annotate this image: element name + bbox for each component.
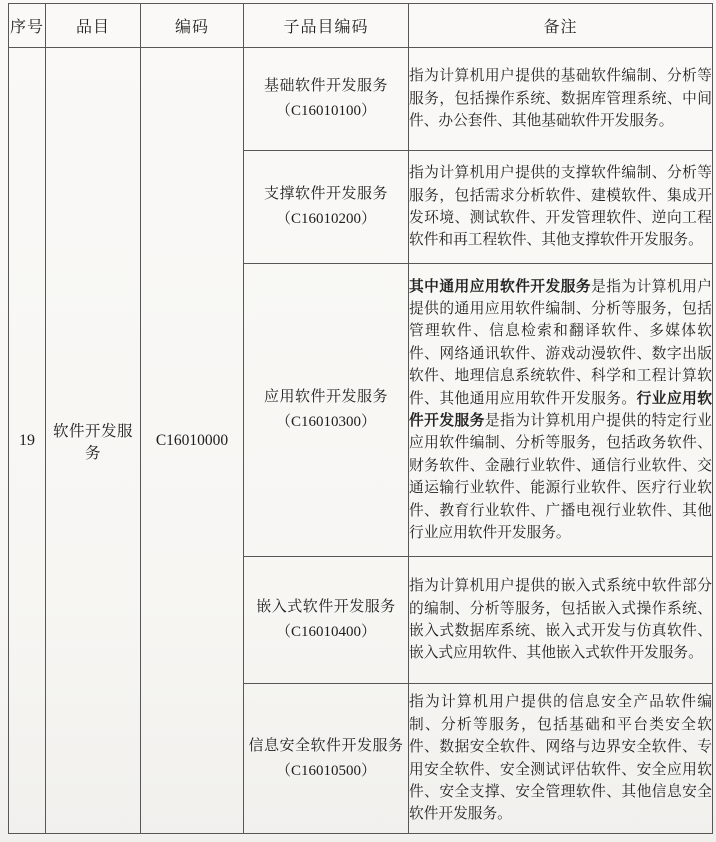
table-row	[9, 48, 713, 151]
subitem-code: （C16010300）	[275, 414, 376, 430]
header-seq: 序号	[9, 4, 46, 48]
remark-cell: 指为计算机用户提供的基础软件编制、分析等服务，包括操作系统、数据库管理系统、中间件、办公套件、其他基础软件开发服务。	[409, 48, 713, 151]
subitem-name: 基础软件开发服务	[263, 78, 388, 94]
subitem-cell	[244, 48, 409, 151]
subitem-name: 信息安全软件开发服务	[248, 737, 404, 754]
subitem-cell	[244, 151, 409, 264]
subitem-name: 嵌入式软件开发服务	[256, 599, 396, 615]
code-cell: C16010000	[141, 48, 244, 834]
subitem-code: （C16010500）	[275, 762, 376, 779]
remark-cell: 其中通用应用软件开发服务是指为计算机用户提供的通用应用软件编制、分析等服务，包括管理软件、信息检索和翻译软件、多媒体软件、网络通讯软件、游戏动漫软件、数字出版软件、地理信息系统软件、科学和工程计算软件、其他通用应用软件开发服务。行业应用软件开发服务是指为计算机用户提供的特定行业应用软件编制、分析等服务，包括政务软件、财务软件、金融行业软件、通信行业软件、交通运输行业软件、能源行业软件、医疗行业软件、教育行业软件、广播电视行业软件、其他行业应用软件开发服务。	[409, 264, 713, 557]
remark-cell: 指为计算机用户提供的支撑软件编制、分析等服务，包括需求分析软件、建模软件、集成开发环境、测试软件、开发管理软件、逆向工程软件和再工程软件、其他支撑软件开发服务。	[409, 151, 713, 264]
subitem-code: （C16010200）	[275, 211, 376, 227]
procurement-classification-table	[8, 3, 713, 834]
subitem-cell	[244, 684, 409, 834]
header-code: 编码	[141, 4, 244, 48]
subitem-code: （C16010400）	[275, 624, 376, 640]
remark-cell: 指为计算机用户提供的信息安全产品软件编制、分析等服务，包括基础和平台类安全软件、数据安全软件、网络与边界安全软件、专用安全软件、安全测试评估软件、安全应用软件、安全支撑、安全管理软件、其他信息安全软件开发服务。	[409, 684, 713, 834]
item-cell: 软件开发服务	[46, 48, 141, 834]
header-subitem-code: 子品目编码	[244, 4, 409, 48]
seq-cell: 19	[9, 48, 46, 834]
subitem-code: （C16010100）	[275, 103, 376, 119]
header-row	[9, 4, 713, 48]
header-remark: 备注	[409, 4, 713, 48]
subitem-cell	[244, 264, 409, 557]
subitem-name: 应用软件开发服务	[263, 389, 388, 405]
header-item: 品目	[46, 4, 141, 48]
remark-cell: 指为计算机用户提供的嵌入式系统中软件部分的编制、分析等服务，包括嵌入式操作系统、嵌入式数据库系统、嵌入式开发与仿真软件、嵌入式应用软件、其他嵌入式软件开发服务。	[409, 557, 713, 684]
subitem-name: 支撑软件开发服务	[263, 186, 388, 202]
subitem-cell	[244, 557, 409, 684]
